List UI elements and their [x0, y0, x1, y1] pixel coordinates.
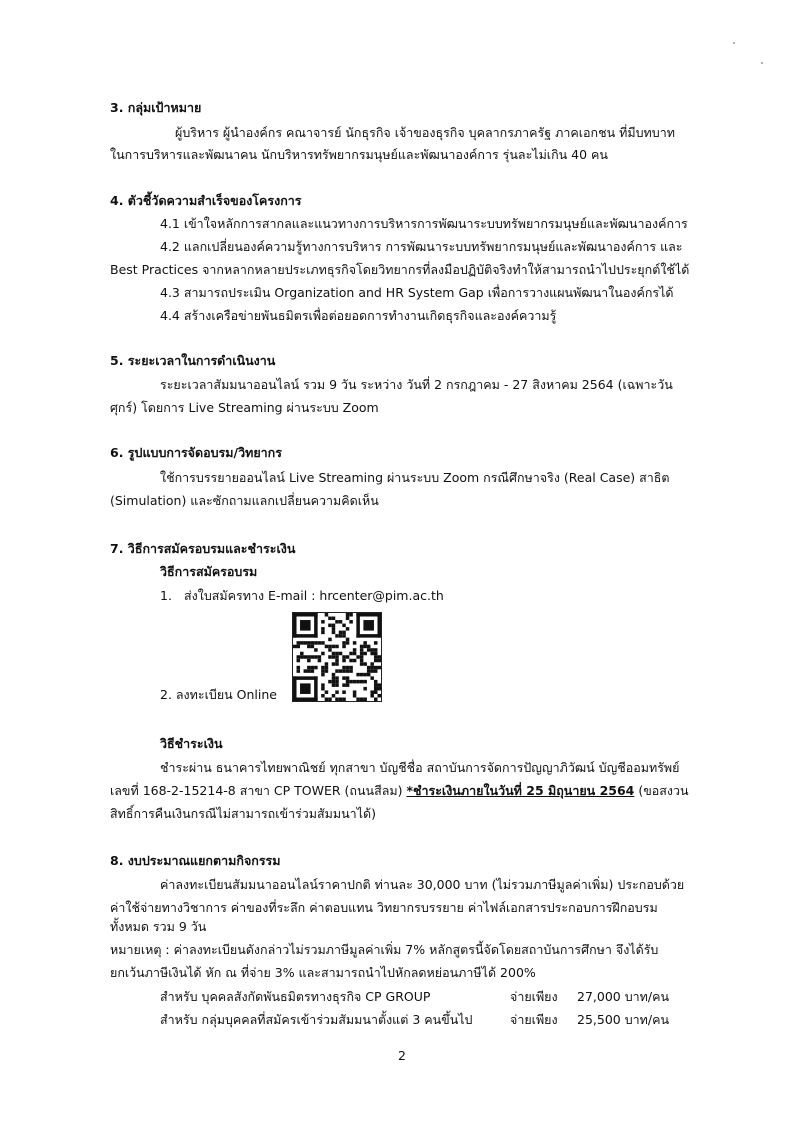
section-4-item-cont: Best Practices จากหลากหลายประเภทธุรกิจโดยวิทยากรที่ลงมือปฏิบัติจริงทำให้สามารถนำไปประยุกต์ใช้ได้ [110, 262, 690, 277]
page-number: 2 [398, 1048, 406, 1063]
section-5-line: ระยะเวลาสัมมนาออนไลน์ รวม 9 วัน ระหว่าง วันที่ 2 กรกฎาคม - 27 สิงหาคม 2564 (เฉพาะวัน [160, 377, 673, 392]
register-step-online: 2. ลงทะเบียน Online [160, 687, 277, 702]
register-title: วิธีการสมัครอบรม [160, 564, 258, 579]
section-3-line: ผู้บริหาร ผู้นำองค์กร คณาจารย์ นักธุรกิจ เจ้าของธุรกิจ บุคลากรภาครัฐ ภาคเอกชน ที่มีบทบาท [175, 125, 675, 140]
section-5-heading: 5. ระยะเวลาในการดำเนินงาน [110, 353, 276, 368]
rate-pay: จ่ายเพียง [510, 1012, 558, 1027]
qr-code-graphic [293, 613, 381, 701]
payment-line: ชำระผ่าน ธนาคารไทยพาณิชย์ ทุกสาขา บัญชีชื่อ สถาบันการจัดการปัญญาภิวัฒน์ บัญชีออมทรัพย์ [160, 760, 680, 775]
section-8-heading: 8. งบประมาณแยกตามกิจกรรม [110, 853, 281, 868]
register-step-email: ส่งใบสมัครทาง E-mail : hrcenter@pim.ac.th [184, 588, 444, 603]
scan-speck [733, 42, 735, 44]
payment-account-text: เลขที่ 168-2-15214-8 สาขา CP TOWER (ถนนสีลม) [110, 783, 403, 798]
section-4-item: 4.3 สามารถประเมิน Organization and HR System Gap เพื่อการวางแผนพัฒนาในองค์กรได้ [160, 285, 674, 300]
section-8-line: ทั้งหมด รวม 9 วัน [110, 919, 207, 934]
rate-pay: จ่ายเพียง [510, 989, 558, 1004]
register-step-number: 1. [160, 588, 172, 603]
section-8-line: ค่าลงทะเบียนสัมมนาออนไลน์ราคาปกติ ท่านละ 30,000 บาท (ไม่รวมภาษีมูลค่าเพิ่ม) ประกอบด้วย [160, 877, 685, 892]
payment-line: สิทธิ์การคืนเงินกรณีไม่สามารถเข้าร่วมสัมมนาได้) [110, 806, 376, 821]
section-7-heading: 7. วิธีการสมัครอบรมและชำระเงิน [110, 541, 296, 556]
registration-qr-code[interactable] [292, 612, 382, 702]
rate-amount: 25,500 บาท/คน [577, 1012, 670, 1027]
section-6-line: ใช้การบรรยายออนไลน์ Live Streaming ผ่านระบบ Zoom กรณีศึกษาจริง (Real Case) สาธิต [160, 470, 670, 485]
payment-refund-note-start: (ขอสงวน [638, 783, 689, 798]
section-3-heading: 3. กลุ่มเป้าหมาย [110, 100, 202, 115]
rate-label: สำหรับ บุคคลสังกัดพันธมิตรทางธุรกิจ CP GROUP [160, 989, 431, 1004]
section-4-item: 4.4 สร้างเครือข่ายพันธมิตรเพื่อต่อยอดการทำงานเกิดธุรกิจและองค์ความรู้ [160, 308, 557, 323]
rate-amount: 27,000 บาท/คน [577, 989, 670, 1004]
section-8-line: ค่าใช้จ่ายทางวิชาการ ค่าของที่ระลึก ค่าตอบแทน วิทยากรบรรยาย ค่าไฟล์เอกสารประกอบการฝึกอบรม [110, 900, 658, 915]
section-4-heading: 4. ตัวชี้วัดความสำเร็จของโครงการ [110, 193, 302, 208]
payment-deadline: *ชำระเงินภายในวันที่ 25 มิถุนายน 2564 [406, 783, 635, 798]
rate-label: สำหรับ กลุ่มบุคคลที่สมัครเข้าร่วมสัมมนาตั้งแต่ 3 คนขึ้นไป [160, 1012, 473, 1027]
section-8-note: หมายเหตุ : ค่าลงทะเบียนดังกล่าวไม่รวมภาษีมูลค่าเพิ่ม 7% หลักสูตรนี้จัดโดยสถาบันการศึกษา จึงได้รับ [110, 942, 659, 957]
section-5-line: ศุกร์) โดยการ Live Streaming ผ่านระบบ Zoom [110, 400, 379, 415]
scan-speck [761, 62, 763, 64]
section-6-heading: 6. รูปแบบการจัดอบรม/วิทยากร [110, 445, 282, 460]
payment-title: วิธีชำระเงิน [160, 736, 223, 751]
section-4-item: 4.2 แลกเปลี่ยนองค์ความรู้ทางการบริหาร การพัฒนาระบบทรัพยากรมนุษย์และพัฒนาองค์การ และ [160, 239, 683, 254]
section-3-line: ในการบริหารและพัฒนาคน นักบริหารทรัพยากรมนุษย์และพัฒนาองค์การ รุ่นละไม่เกิน 40 คน [110, 147, 608, 162]
section-4-item: 4.1 เข้าใจหลักการสากลและแนวทางการบริหารการพัฒนาระบบทรัพยากรมนุษย์และพัฒนาองค์การ [160, 216, 688, 231]
section-8-note: ยกเว้นภาษีเงินได้ หัก ณ ที่จ่าย 3% และสามารถนำไปหักลดหย่อนภาษีได้ 200% [110, 965, 536, 980]
section-6-line: (Simulation) และซักถามแลกเปลี่ยนความคิดเห็น [110, 493, 379, 508]
payment-line [110, 782, 689, 800]
